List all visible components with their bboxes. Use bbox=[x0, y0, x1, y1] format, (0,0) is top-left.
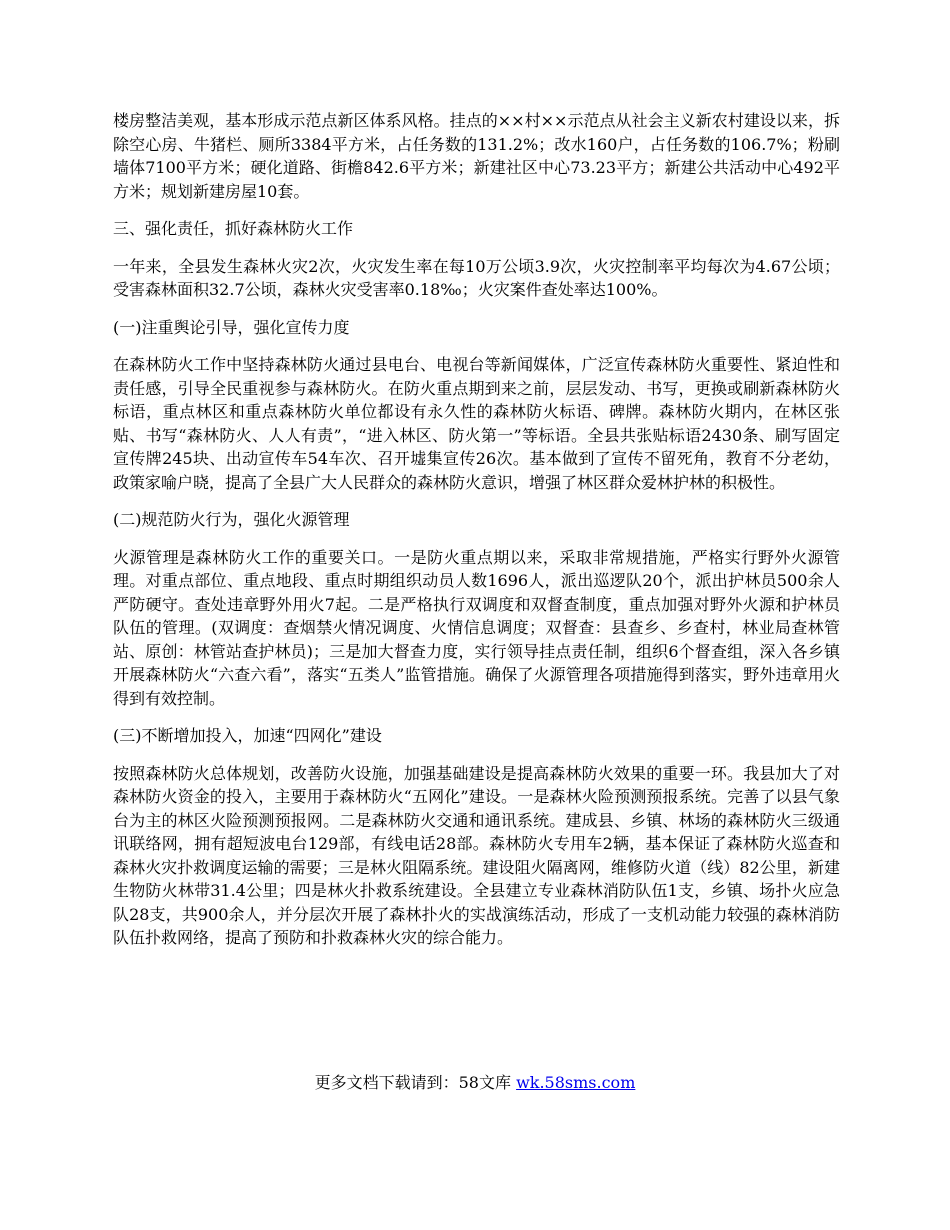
download-footer bbox=[0, 1072, 950, 1094]
paragraph-fire-source: 火源管理是森林防火工作的重要关口。一是防火重点期以来，采取非常规措施，严格实行野外火源管理。对重点部位、重点地段、重点时期组织动员人数1696人，派出巡逻队20个，派出护林员500余人严防硬守。查处违章野外用火7起。二是严格执行双调度和双督查制度，重点加强对野外火源和护林员队伍的管理。(双调度：查烟禁火情况调度、火情信息调度；双督查：县查乡、乡查村，林业局查林管站、原创：林管站查护林员)；三是加大督查力度，实行领导挂点责任制，组织6个督查组，深入各乡镇开展森林防火“六查六看”，落实“五类人”监管措施。确保了火源管理各项措施得到落实，野外违章用火得到有效控制。 bbox=[113, 547, 840, 708]
paragraph-fire-statistics: 一年来，全县发生森林火灾2次，火灾发生率在每10万公顷3.9次，火灾控制率平均每次为4.67公顷；受害森林面积32.7公顷，森林火灾受害率0.18‰；火灾案件查处率达100%。 bbox=[113, 256, 840, 299]
footer-prefix: 更多文档下载请到：58文库 bbox=[314, 1073, 517, 1092]
subheading-publicity: (一)注重舆论引导，强化宣传力度 bbox=[113, 317, 350, 337]
footer-link[interactable]: wk.58sms.com bbox=[516, 1073, 636, 1092]
paragraph-village-demo: 楼房整洁美观，基本形成示范点新区体系风格。挂点的××村××示范点从社会主义新农村建设以来，拆除空心房、牛猪栏、厕所3384平方米，占任务数的131.2%；改水160户，占任务数的106.7%；粉刷墙体7100平方米；硬化道路、街檐842.6平方米；新建社区中心73.23平方；新建公共活动中心492平方米；规划新建房屋10套。 bbox=[113, 111, 840, 201]
section-heading-forest-fire: 三、强化责任，抓好森林防火工作 bbox=[113, 219, 354, 238]
paragraph-publicity: 在森林防火工作中坚持森林防火通过县电台、电视台等新闻媒体，广泛宣传森林防火重要性、紧迫性和责任感，引导全民重视参与森林防火。在防火重点期到来之前，层层发动、书写，更换或刷新森林防火标语，重点林区和重点森林防火单位都设有永久性的森林防火标语、碑牌。森林防火期内，在林区张贴、书写“森林防火、人人有责”，“进入林区、防火第一”等标语。全县共张贴标语2430条、刷写固定宣传牌245块、出动宣传车54车次、召开墟集宣传26次。基本做到了宣传不留死角，教育不分老幼，政策家喻户晓，提高了全县广大人民群众的森林防火意识，增强了林区群众爱林护林的积极性。 bbox=[113, 355, 840, 492]
document-body bbox=[113, 109, 840, 964]
paragraph-four-networks: 按照森林防火总体规划，改善防火设施，加强基础建设是提高森林防火效果的重要一环。我县加大了对森林防火资金的投入，主要用于森林防火“五网化”建设。一是森林火险预测预报系统。完善了以县气象台为主的林区火险预测预报网。二是森林防火交通和通讯系统。建成县、乡镇、林场的森林防火三级通讯联络网，拥有超短波电台129部，有线电话28部。森林防火专用车2辆，基本保证了森林防火巡查和森林火灾扑救调度运输的需要；三是林火阻隔系统。建设阻火隔离网，维修防火道（线）82公里，新建生物防火林带31.4公里；四是林火扑救系统建设。全县建立专业森林消防队伍1支，乡镇、场扑火应急队28支，共900余人，并分层次开展了森林扑火的实战演练活动，形成了一支机动能力较强的森林消防队伍扑救网络，提高了预防和扑救森林火灾的综合能力。 bbox=[113, 763, 840, 947]
subheading-four-networks: (三)不断增加投入，加速“四网化”建设 bbox=[113, 726, 382, 745]
subheading-fire-source: (二)规范防火行为，强化火源管理 bbox=[113, 510, 350, 529]
